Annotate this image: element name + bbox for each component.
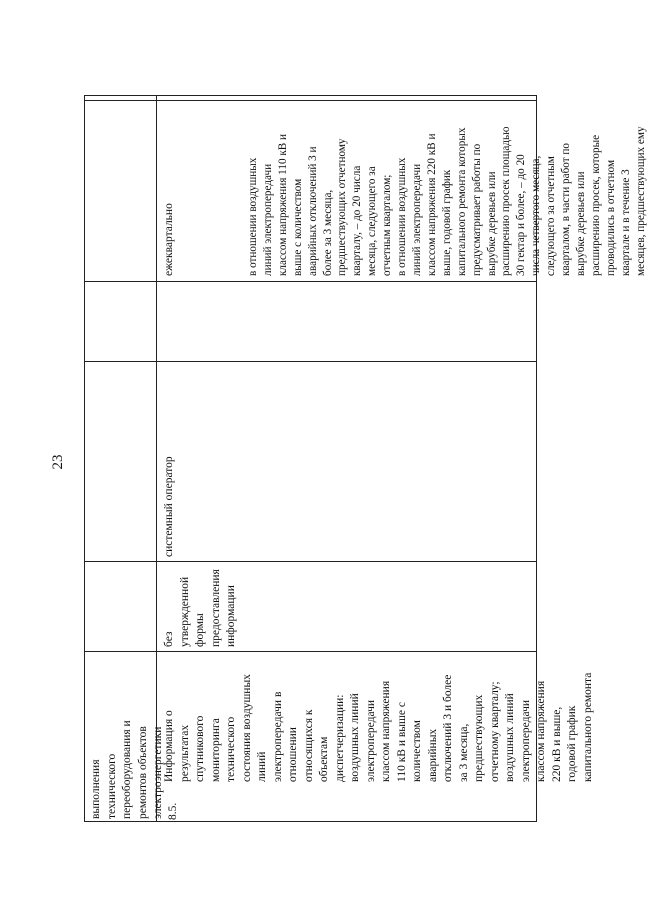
form-text: без утвержденной формы предоставления информации xyxy=(163,569,237,647)
form-cell xyxy=(156,561,538,651)
deadline-cell xyxy=(156,100,647,281)
carryover-info-cell xyxy=(85,651,164,823)
deadline-text: в отношении воздушных линий электропередачи классом напряжения 110 кВ и выше с количеством аварийных отключений 3 и более за 3 месяца, предшествующих отчетному кварталу, – до 20 числа месяца, следующего за отчетным кварталом; в отношении воздушных линий электропередачи классом напряжения 220 кВ и выше, годовой график капитального ремонта которых предусматривает работы по вырубке деревьев или расширению просек площадью 30 гектар и более, – до 20 числа четвертого месяца, следующего за отчетным кварталом, в части работ по вырубке деревьев или расширению просек, которые проводились в отчетном квартале и в течение 3 месяцев, предшествующих ему xyxy=(247,126,647,276)
recipient-cell xyxy=(156,281,538,361)
info-text: Информация о результатах спутникового мониторинга технического состояния воздушных линий электропередачи в отношении относящихся к объектам диспетчеризации: воздушных линий электропередачи классом напряжения 110 кВ и выше с количеством аварийных отключений 3 и более за 3 месяца, предшествующих отчетному кварталу; воздушных линий электропередачи классом напряжения 220 кВ и выше, годовой график капитального ремонта xyxy=(163,672,594,782)
carryover-info-text: выполнения технического переоборудования и ремонтов объектов электроэнергетики xyxy=(90,720,164,819)
data-table xyxy=(84,95,647,822)
provider-text: системный оператор xyxy=(163,456,175,557)
info-cell xyxy=(156,651,594,790)
row-number-cell xyxy=(156,790,538,823)
periodicity-text: ежеквартально xyxy=(163,203,175,276)
row-number: 8.5. xyxy=(167,802,179,820)
provider-cell xyxy=(156,361,538,561)
page-number: 23 xyxy=(50,454,66,470)
